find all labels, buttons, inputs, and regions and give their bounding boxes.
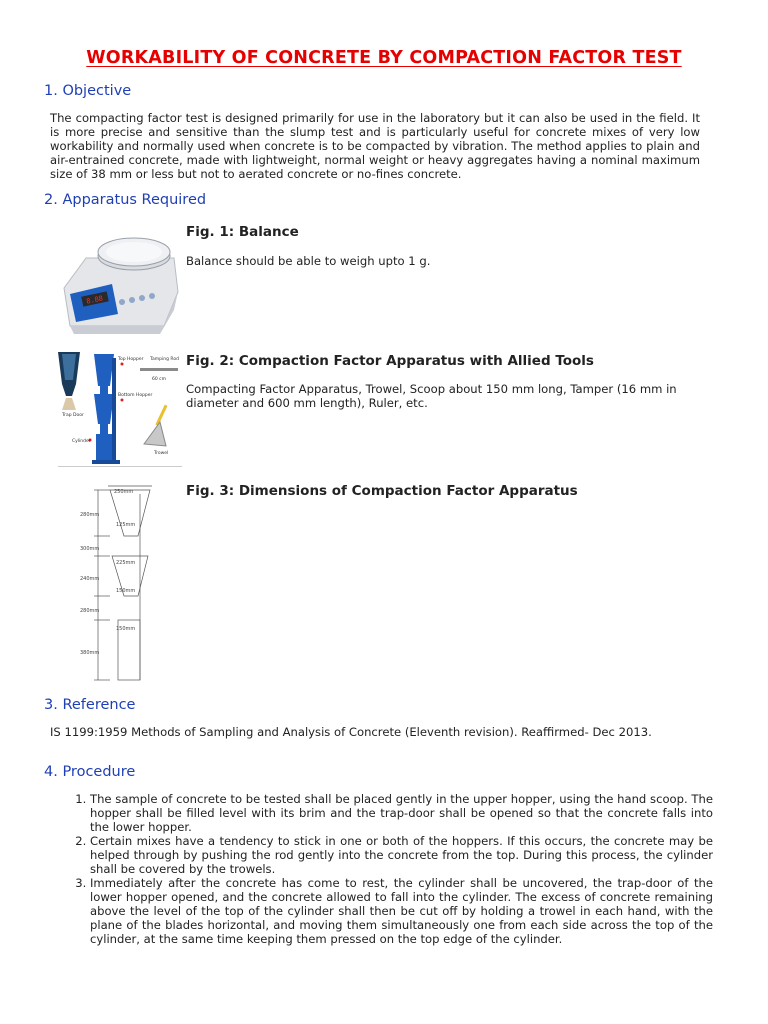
fig2-title: Fig. 2: Compaction Factor Apparatus with Allied Tools: [186, 353, 594, 369]
page-title: WORKABILITY OF CONCRETE BY COMPACTION FACTOR TEST: [86, 48, 682, 68]
objective-heading: 1. Objective: [44, 83, 132, 99]
figure-divider: [58, 466, 182, 467]
fig3-dim-3: 300mm: [80, 546, 100, 552]
fig3-dim-7: 280mm: [80, 608, 100, 614]
fig2-label-rod-length: 60 cm: [152, 377, 167, 382]
fig3-title: Fig. 3: Dimensions of Compaction Factor Apparatus: [186, 483, 578, 499]
balance-image: [56, 218, 180, 336]
procedure-list: [50, 792, 713, 946]
fig2-label-trowel: Trowel: [154, 451, 169, 456]
fig3-dim-8: 150mm: [116, 626, 136, 632]
reference-heading: 3. Reference: [44, 697, 136, 713]
fig3-dim-2: 125mm: [116, 522, 136, 528]
fig2-label-trap-door: Trap Door: [62, 413, 84, 418]
fig3-dim-6: 150mm: [116, 588, 136, 594]
dimensions-drawing: [58, 480, 182, 690]
procedure-heading: 4. Procedure: [44, 764, 136, 780]
fig2-label-top-hopper: Top Hopper: [118, 357, 144, 362]
fig3-dim-5: 240mm: [80, 576, 100, 582]
fig1-text: Balance should be able to weigh upto 1 g.: [186, 254, 431, 268]
fig2-label-tamping-rod: Tamping Rod: [150, 357, 179, 362]
fig3-dim-0: 250mm: [114, 489, 134, 495]
procedure-step: 1. The sample of concrete to be tested shall be placed gently in the upper hopper, using the hand scoop. The hopper shall be filled level with its brim and the trap-door shall be opened so that the concrete falls into the lower hopper.: [90, 792, 713, 834]
fig2-text: Compacting Factor Apparatus, Trowel, Scoop about 150 mm long, Tamper (16 mm in diameter and 600 mm length), Ruler, etc.: [186, 382, 677, 410]
fig3-dim-1: 280mm: [80, 512, 100, 518]
fig2-label-bottom-hopper: Bottom Hopper: [118, 393, 153, 398]
objective-text: The compacting factor test is designed primarily for use in the laboratory but it can also be used in the field. It is more precise and sensitive than the slump test and is particularly useful for concrete mixes of very low workability and normally used when concrete is to be compacted by vibration. The method applies to plain and air-entrained concrete, made with lightweight, normal weight or heavy aggregates having a nominal maximum size of 38 mm or less but not to aerated concrete or no-fines concrete.: [50, 111, 700, 181]
procedure-step: 3. Immediately after the concrete has come to rest, the cylinder shall be uncovered, the trap-door of the lower hopper opened, and the concrete allowed to fall into the cylinder. The excess of concrete remaining above the level of the top of the cylinder shall then be cut off by holding a trowel in each hand, with the plane of the blades horizontal, and moving them simultaneously one from each side across the top of the cylinder, at the same time keeping them pressed on the top edge of the cylinder.: [90, 876, 713, 946]
fig3-dim-9: 380mm: [80, 650, 100, 656]
procedure-step: 2. Certain mixes have a tendency to stick in one or both of the hoppers. If this occurs, the concrete may be helped through by pushing the rod gently into the concrete from the top. During this process, the cylinder shall be covered by the trowels.: [90, 834, 713, 876]
fig1-title: Fig. 1: Balance: [186, 224, 299, 240]
tamping-rod: [140, 368, 178, 371]
svg-text:8.88: 8.88: [85, 294, 104, 306]
reference-text: IS 1199:1959 Methods of Sampling and Analysis of Concrete (Eleventh revision). Reaffirmed- Dec 2013.: [50, 725, 652, 739]
fig2-label-cylinder: Cylinder: [72, 439, 91, 444]
apparatus-heading: 2. Apparatus Required: [44, 192, 207, 208]
compaction-apparatus-image: [56, 350, 182, 466]
fig3-dim-4: 225mm: [116, 560, 136, 566]
